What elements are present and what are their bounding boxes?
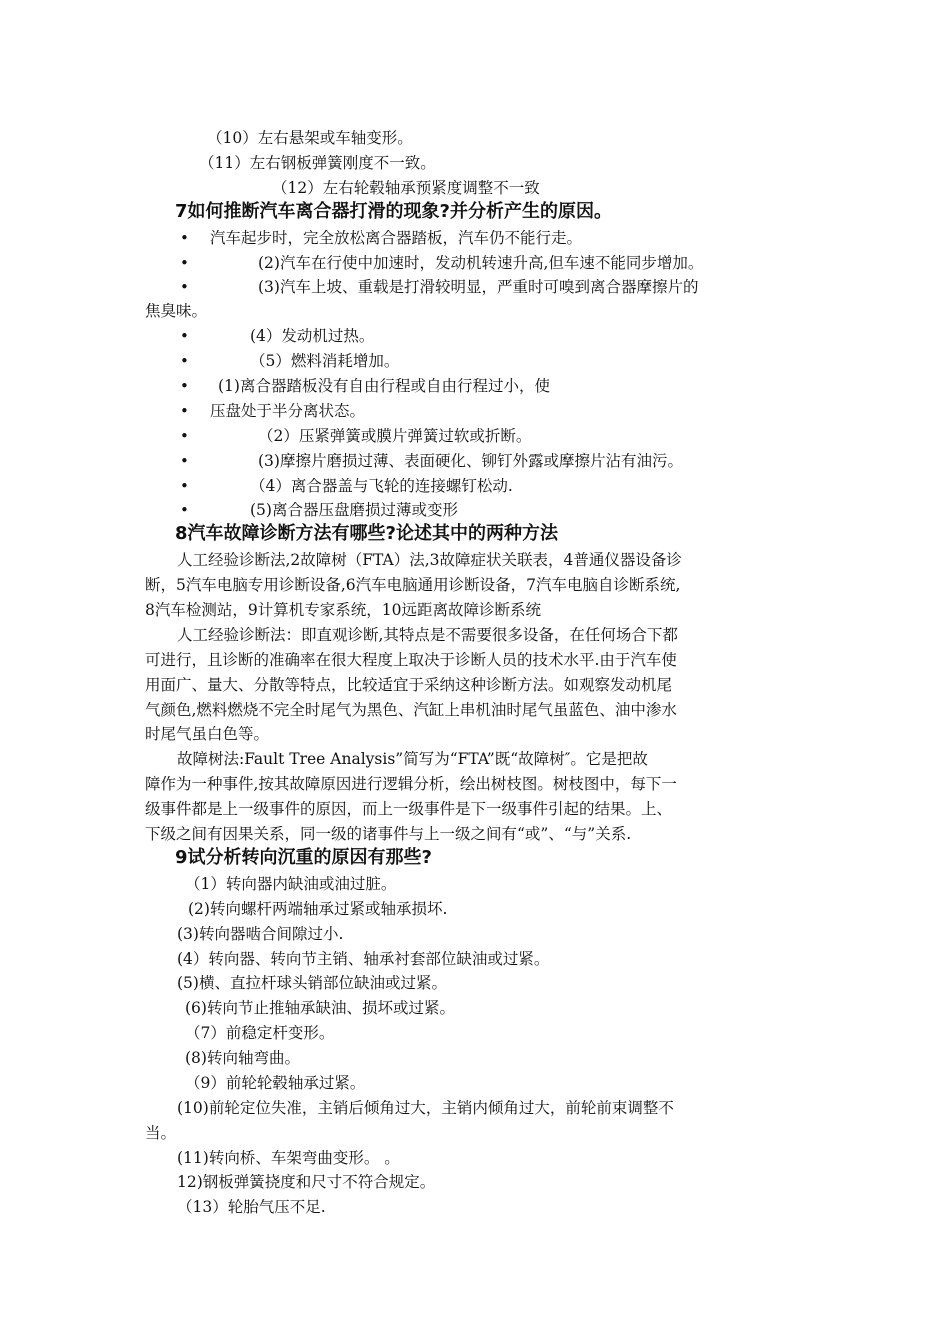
bullet: • — [180, 501, 189, 519]
list-item: (5)离合器压盘磨损过薄或变形 — [250, 501, 458, 519]
list-item: (4）转向器、转向节主销、轴承衬套部位缺油或过紧。 — [177, 950, 550, 968]
paragraph-line: 断，5汽车电脑专用诊断设备,6汽车电脑通用诊断设备，7汽车电脑自诊断系统, — [145, 576, 681, 594]
list-item: (8)转向轴弯曲。 — [185, 1049, 300, 1067]
bullet: • — [180, 402, 189, 420]
list-item: 汽车起步时，完全放松离合器踏板，汽车仍不能行走。 — [210, 229, 583, 247]
list-item-continued: 焦臭味。 — [145, 302, 208, 320]
paragraph-line: 8汽车检测站，9计算机专家系统，10远距离故障诊断系统 — [145, 601, 541, 619]
text-line: （12）左右轮毂轴承预紧度调整不一致 — [272, 179, 540, 197]
paragraph-line: 障作为一种事件,按其故障原因进行逻辑分析，绘出树枝图。树枝图中，每下一 — [145, 775, 677, 793]
bullet: • — [180, 327, 189, 345]
list-item: （13）轮胎气压不足. — [177, 1198, 326, 1216]
list-item: （5）燃料消耗增加。 — [250, 352, 400, 370]
paragraph-line: 级事件都是上一级事件的原因，而上一级事件是下一级事件引起的结果。上、 — [145, 800, 673, 818]
text-line: （10）左右悬架或车轴变形。 — [207, 129, 413, 147]
paragraph-line: 用面广、量大、分散等特点，比较适宜于采纳这种诊断方法。如观察发动机尾 — [145, 676, 673, 694]
list-item: 压盘处于半分离状态。 — [210, 402, 366, 420]
section-heading-9: 9试分析转向沉重的原因有那些? — [175, 847, 432, 868]
paragraph-line: 时尾气虽白色等。 — [145, 725, 270, 743]
bullet: • — [180, 254, 189, 272]
list-item: （4）离合器盖与飞轮的连接螺钉松动. — [250, 477, 513, 495]
list-item-continued: 当。 — [145, 1124, 177, 1142]
list-item: （9）前轮轮毂轴承过紧。 — [185, 1074, 366, 1092]
list-item: (2)汽车在行使中加速时，发动机转速升高,但车速不能同步增加。 — [258, 254, 704, 272]
list-item: (2)转向螺杆两端轴承过紧或轴承损坏. — [188, 900, 448, 918]
list-item: (4）发动机过热。 — [250, 327, 375, 345]
list-item: （7）前稳定杆变形。 — [185, 1024, 335, 1042]
list-item: (10)前轮定位失准，主销后倾角过大，主销内倾角过大，前轮前束调整不 — [177, 1099, 674, 1117]
bullet: • — [180, 427, 189, 445]
list-item: 12)钢板弹簧挠度和尺寸不符合规定。 — [177, 1173, 436, 1191]
section-heading-8: 8汽车故障诊断方法有哪些?论述其中的两种方法 — [175, 523, 558, 544]
bullet: • — [180, 229, 189, 247]
paragraph-line: 可进行，且诊断的准确率在很大程度上取决于诊断人员的技术水平.由于汽车使 — [145, 651, 677, 669]
list-item: (6)转向节止推轴承缺油、损坏或过紧。 — [185, 999, 455, 1017]
paragraph-line: 人工经验诊断法：即直观诊断,其特点是不需要很多设备，在任何场合下都 — [177, 626, 678, 644]
paragraph-line: 人工经验诊断法,2故障树（FTA）法,3故障症状关联表，4普通仪器设备诊 — [177, 551, 682, 569]
list-item: (11)转向桥、车架弯曲变形。 。 — [177, 1149, 400, 1167]
paragraph-line: 下级之间有因果关系，同一级的诸事件与上一级之间有“或”、“与”关系. — [145, 825, 632, 843]
paragraph-line: 气颜色,燃料燃烧不完全时尾气为黑色、汽缸上串机油时尾气虽蓝色、油中渗水 — [145, 701, 677, 719]
paragraph-line: 故障树法:Fault Tree Analysis”简写为“FTA”既“故障树″。它是把故 — [177, 750, 648, 768]
bullet: • — [180, 452, 189, 470]
text-line: （11）左右钢板弹簧刚度不一致。 — [199, 154, 436, 172]
list-item: （1）转向器内缺油或油过脏。 — [185, 875, 397, 893]
list-item: (1)离合器踏板没有自由行程或自由行程过小，使 — [218, 377, 550, 395]
bullet: • — [180, 377, 189, 395]
list-item: (3)转向器啮合间隙过小. — [177, 925, 344, 943]
bullet: • — [180, 352, 189, 370]
list-item: (3)摩擦片磨损过薄、表面硬化、铆钉外露或摩擦片沾有油污。 — [258, 452, 683, 470]
bullet: • — [180, 477, 189, 495]
bullet: • — [180, 278, 189, 296]
section-heading-7: 7如何推断汽车离合器打滑的现象?并分析产生的原因。 — [175, 201, 612, 222]
list-item: (5)横、直拉杆球头销部位缺油或过紧。 — [177, 974, 447, 992]
list-item: （2）压紧弹簧或膜片弹簧过软或折断。 — [258, 427, 532, 445]
list-item: (3)汽车上坡、重载是打滑较明显，严重时可嗅到离合器摩擦片的 — [258, 278, 699, 296]
